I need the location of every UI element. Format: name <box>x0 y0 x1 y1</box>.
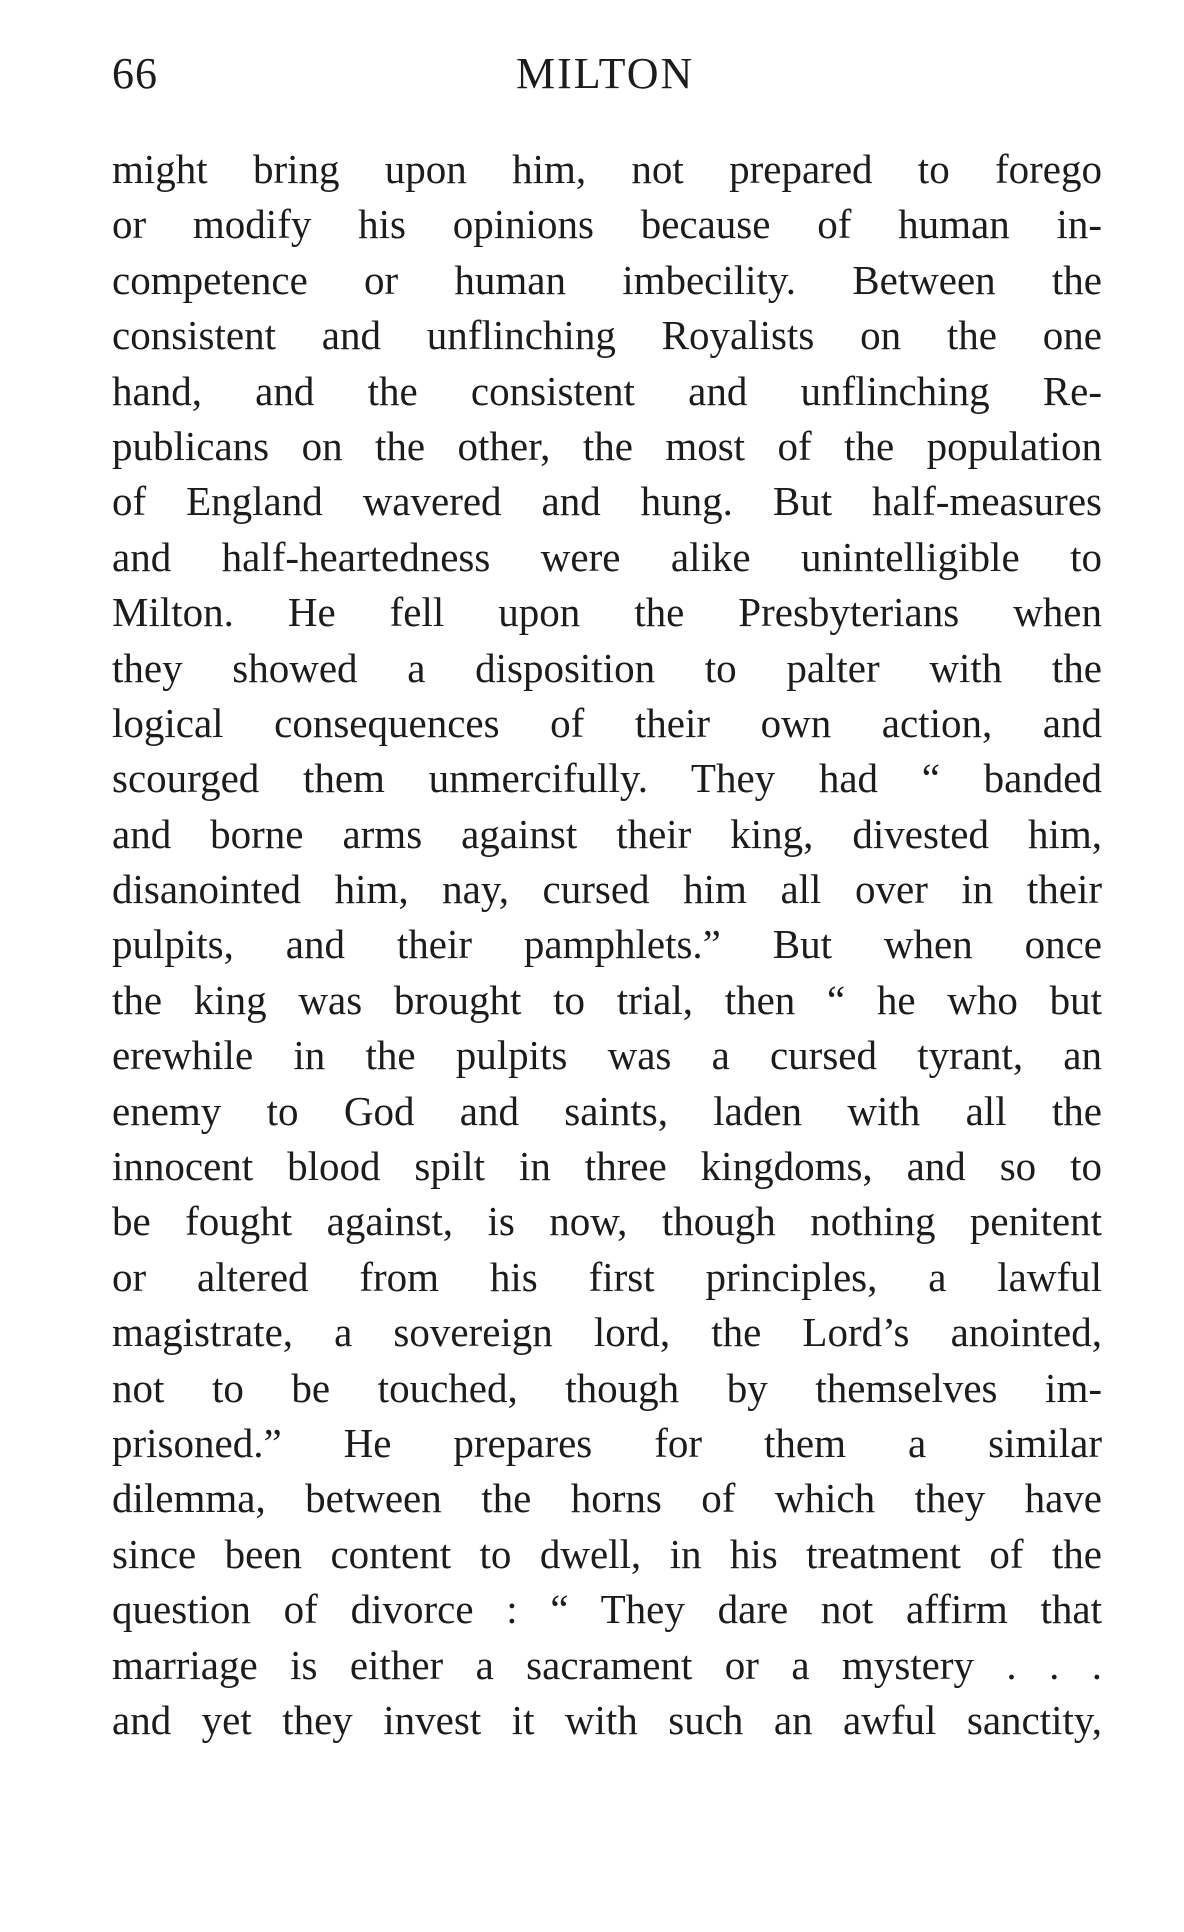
text-line: might bring upon him, not prepared to forego <box>112 146 1102 192</box>
text-line: innocent blood spilt in three kingdoms, and so to <box>112 1143 1102 1190</box>
text-line: marriage is either a sacrament or a mystery . . . <box>112 1641 1102 1688</box>
text-line: publicans on the other, the most of the population <box>112 422 1102 469</box>
text-line: prisoned.” He prepares for them a similar <box>112 1419 1102 1466</box>
text-line: hand, and the consistent and unflinching Re- <box>112 367 1102 414</box>
text-line: and yet they invest it with such an awful sanctity, <box>112 1696 1102 1743</box>
running-head: MILTON <box>516 49 695 98</box>
text-line: and borne arms against their king, divested him, <box>112 810 1102 857</box>
text-line: competence or human imbecility. Between the <box>112 256 1102 303</box>
text-line: or modify his opinions because of human in- <box>112 201 1102 248</box>
text-line: question of divorce : “ They dare not affirm that <box>112 1586 1102 1633</box>
text-line: or altered from his first principles, a lawful <box>112 1253 1102 1300</box>
text-line: be fought against, is now, though nothing penitent <box>112 1198 1102 1245</box>
text-line: enemy to God and saints, laden with all the <box>112 1087 1102 1134</box>
page-number: 66 <box>112 49 158 98</box>
text-line: and half-heartedness were alike unintelligible to <box>112 533 1102 580</box>
text-line: they showed a disposition to palter with the <box>112 644 1102 691</box>
text-line: the king was brought to trial, then “ he who but <box>112 976 1102 1023</box>
text-line: consistent and unflinching Royalists on the one <box>112 312 1102 359</box>
text-line: erewhile in the pulpits was a cursed tyrant, an <box>112 1032 1102 1079</box>
body-text <box>112 142 1102 1748</box>
text-line: Milton. He fell upon the Presbyterians when <box>112 589 1102 636</box>
text-line: scourged them unmercifully. They had “ banded <box>112 755 1102 802</box>
text-line: magistrate, a sovereign lord, the Lord’s anointed, <box>112 1309 1102 1356</box>
text-line: since been content to dwell, in his treatment of the <box>112 1530 1102 1577</box>
text-line: disanointed him, nay, cursed him all over in their <box>112 866 1102 913</box>
text-line: not to be touched, though by themselves im- <box>112 1364 1102 1411</box>
text-line: pulpits, and their pamphlets.” But when once <box>112 921 1102 968</box>
text-line: dilemma, between the horns of which they have <box>112 1475 1102 1522</box>
text-line: logical consequences of their own action, and <box>112 699 1102 746</box>
text-line: of England wavered and hung. But half-measures <box>112 478 1102 525</box>
page-header <box>112 44 1104 104</box>
